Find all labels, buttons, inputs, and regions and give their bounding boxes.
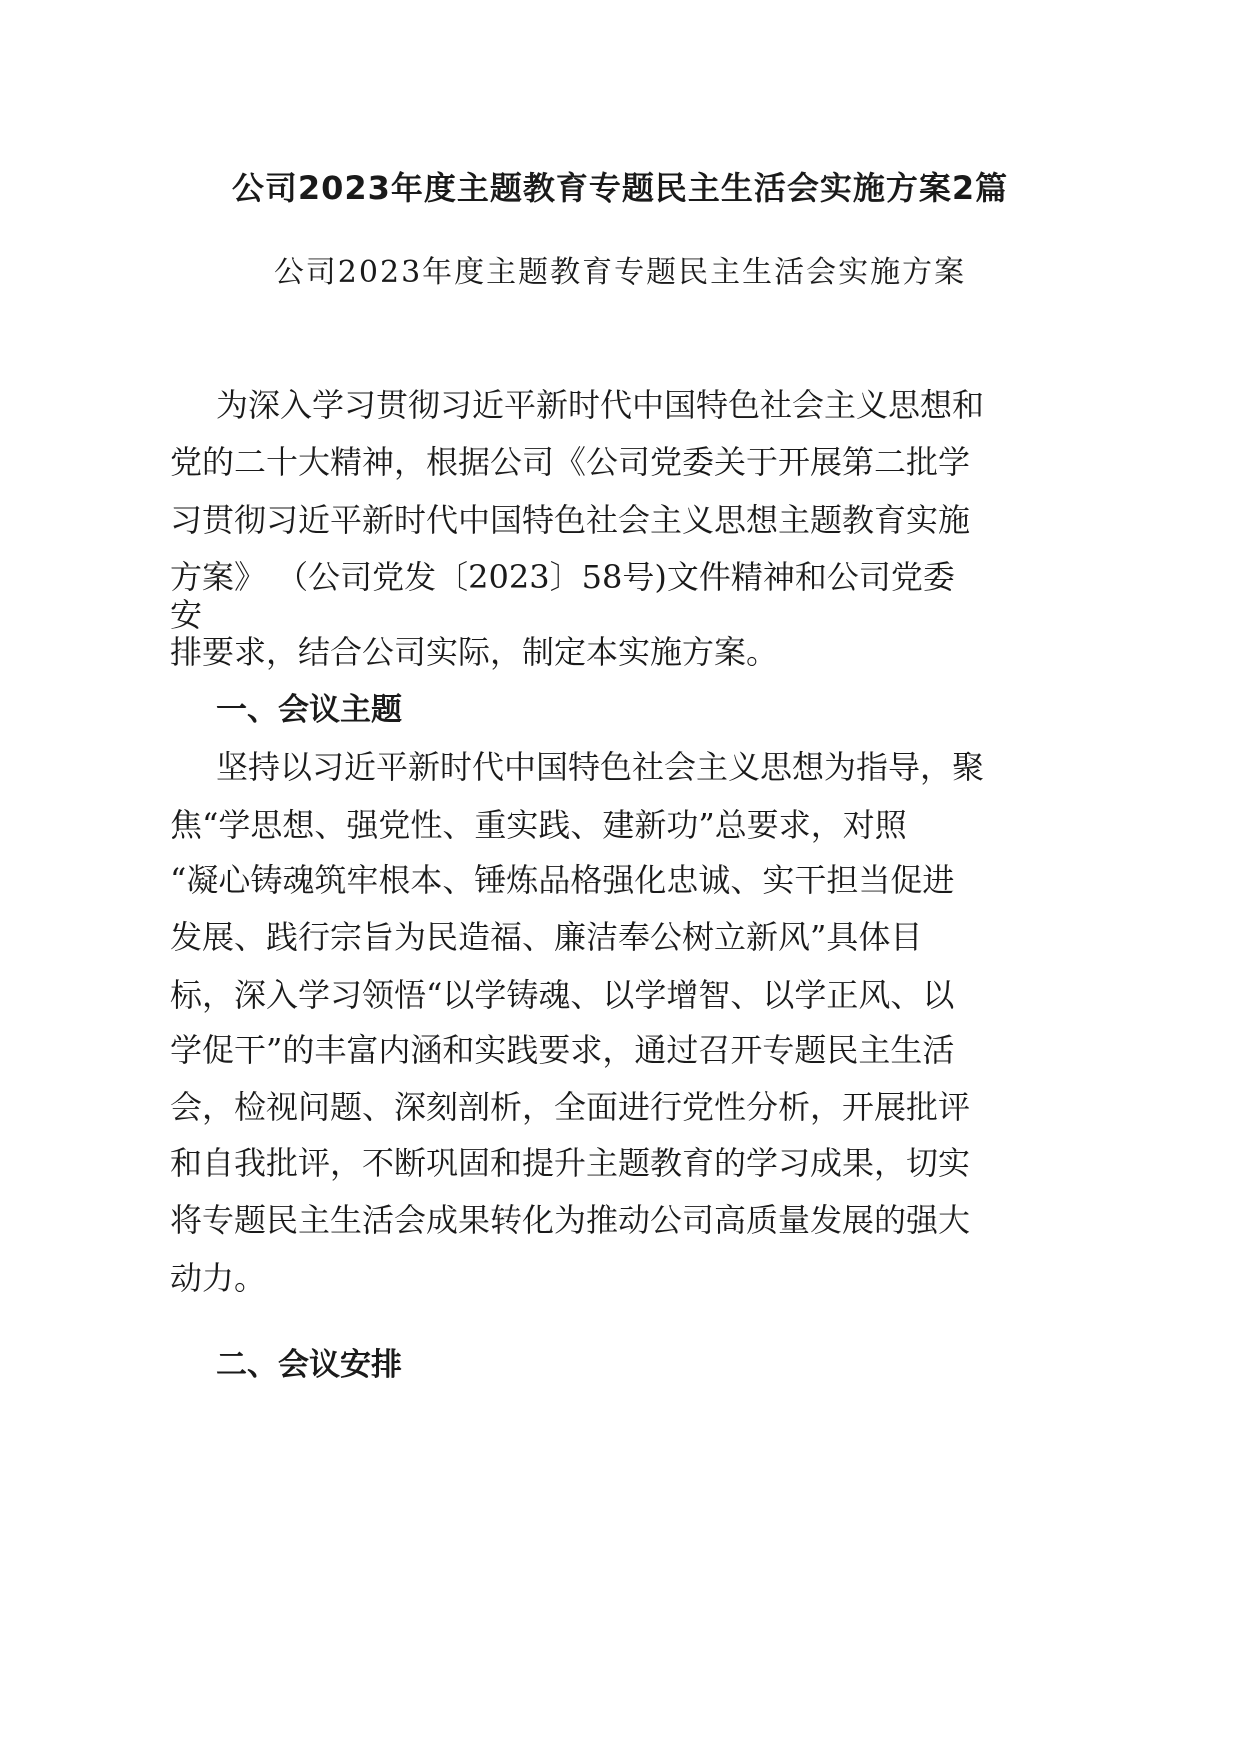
document-subtitle: 公司2023年度主题教育专题民主生活会实施方案 xyxy=(273,255,967,290)
section-1-line-8: 和自我批评，不断巩固和提升主题教育的学习成果，切实 xyxy=(170,1144,971,1182)
section-1-line-4: 发展、践行宗旨为民造福、廉洁奉公树立新风”具体目 xyxy=(170,918,923,956)
intro-line-3: 习贯彻习近平新时代中国特色社会主义思想主题教育实施 xyxy=(170,501,971,539)
section-1-line-5: 标，深入学习领悟“以学铸魂、以学增智、以学正风、以 xyxy=(170,976,955,1014)
section-2-heading: 二、会议安排 xyxy=(216,1347,402,1383)
intro-line-2: 党的二十大精神，根据公司《公司党委关于开展第二批学 xyxy=(170,443,971,481)
intro-line-1: 为深入学习贯彻习近平新时代中国特色社会主义思想和 xyxy=(216,386,985,424)
section-1-line-2: 焦“学思想、强党性、重实践、建新功”总要求，对照 xyxy=(170,806,907,844)
intro-line-6: 排要求，结合公司实际，制定本实施方案。 xyxy=(170,633,779,671)
section-1-heading: 一、会议主题 xyxy=(216,692,402,728)
intro-line-5: 安 xyxy=(170,596,203,634)
section-1-line-7: 会，检视问题、深刻剖析，全面进行党性分析，开展批评 xyxy=(170,1088,971,1126)
section-1-line-3: “凝心铸魂筑牢根本、锤炼品格强化忠诚、实干担当促进 xyxy=(170,861,955,899)
section-1-line-10: 动力。 xyxy=(170,1259,267,1297)
section-1-line-1: 坚持以习近平新时代中国特色社会主义思想为指导，聚 xyxy=(216,748,985,786)
section-1-line-6: 学促干”的丰富内涵和实践要求，通过召开专题民主生活 xyxy=(170,1031,955,1069)
intro-line-4: 方案》 （公司党发〔2023〕58号)文件精神和公司党委 xyxy=(170,558,955,596)
document-title: 公司2023年度主题教育专题民主生活会实施方案2篇 xyxy=(231,169,1009,207)
section-1-line-9: 将专题民主生活会成果转化为推动公司高质量发展的强大 xyxy=(170,1201,971,1239)
